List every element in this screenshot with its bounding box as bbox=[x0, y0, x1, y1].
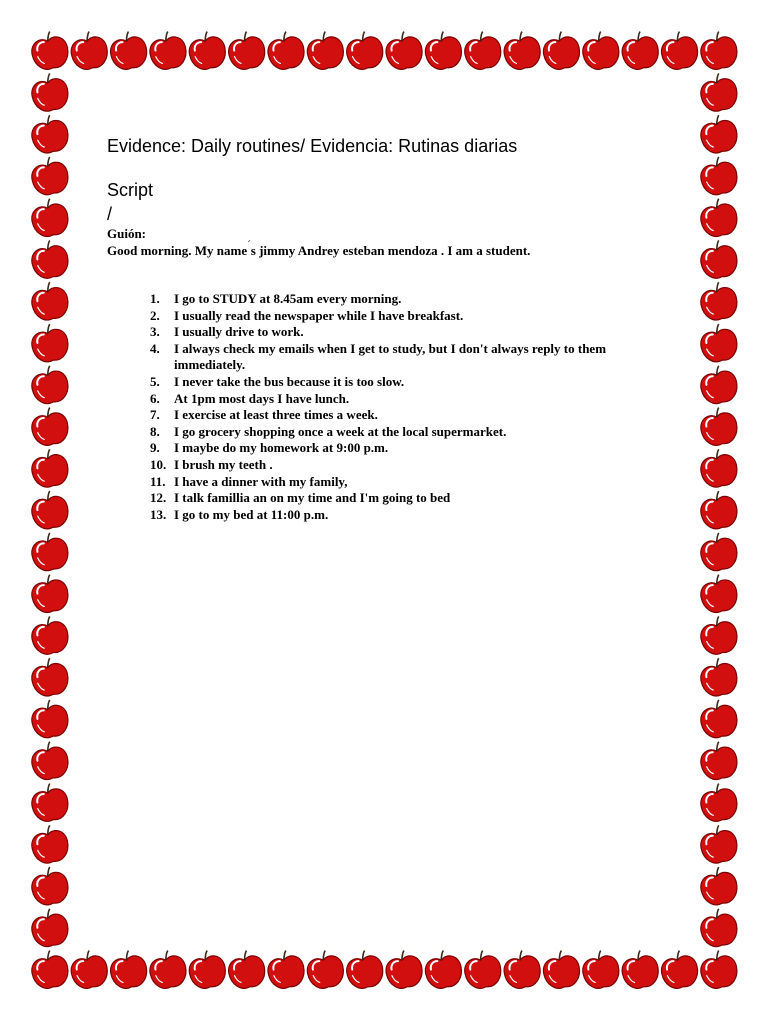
apple-icon bbox=[540, 948, 583, 991]
apple-icon bbox=[382, 29, 425, 72]
apple-icon bbox=[697, 697, 740, 740]
list-item bbox=[150, 440, 650, 457]
apple-icon bbox=[697, 321, 740, 364]
apple-icon bbox=[186, 29, 229, 72]
apple-icon bbox=[28, 154, 71, 197]
list-text: I have a dinner with my family, bbox=[174, 473, 348, 489]
list-number: 4. bbox=[150, 340, 160, 356]
greeting-part1: Good morning. My name bbox=[107, 243, 248, 258]
list-item bbox=[150, 424, 650, 441]
list-number: 5. bbox=[150, 373, 160, 389]
list-item bbox=[150, 407, 650, 424]
list-number: 6. bbox=[150, 390, 160, 406]
list-item bbox=[150, 308, 650, 325]
apple-icon bbox=[28, 781, 71, 824]
apple-icon bbox=[658, 29, 701, 72]
apple-icon bbox=[343, 29, 386, 72]
apple-icon bbox=[28, 196, 71, 239]
apple-icon bbox=[697, 822, 740, 865]
list-text: I go grocery shopping once a week at the local supermarket. bbox=[174, 423, 507, 439]
list-text: I go to my bed at 11:00 p.m. bbox=[174, 506, 329, 522]
list-text: I always check my emails when I get to study, but I don't always reply to them immediately. bbox=[174, 340, 607, 373]
apple-icon bbox=[697, 530, 740, 573]
apple-icon bbox=[28, 279, 71, 322]
apple-icon bbox=[382, 948, 425, 991]
list-number: 1. bbox=[150, 291, 160, 306]
apple-icon bbox=[422, 948, 465, 991]
apple-icon bbox=[28, 614, 71, 657]
apple-icon bbox=[579, 948, 622, 991]
apple-icon bbox=[28, 655, 71, 698]
greeting-text bbox=[107, 239, 531, 259]
apple-icon bbox=[28, 321, 71, 364]
list-text: I usually drive to work. bbox=[174, 324, 304, 340]
list-number: 13. bbox=[150, 506, 167, 522]
apple-icon bbox=[697, 405, 740, 448]
apple-icon bbox=[28, 739, 71, 782]
apple-icon bbox=[422, 29, 465, 72]
apple-icon bbox=[107, 29, 150, 72]
apple-icon bbox=[697, 572, 740, 615]
list-item bbox=[150, 341, 650, 374]
apple-icon bbox=[304, 948, 347, 991]
list-item bbox=[150, 457, 650, 474]
apple-icon bbox=[500, 29, 543, 72]
apple-icon bbox=[28, 112, 71, 155]
apple-icon bbox=[68, 948, 111, 991]
apple-icon bbox=[697, 154, 740, 197]
guion-label: Guión: bbox=[107, 226, 147, 241]
apple-icon bbox=[697, 948, 740, 991]
list-number: 12. bbox=[150, 490, 167, 506]
apple-icon bbox=[619, 948, 662, 991]
list-text: I usually read the newspaper while I have breakfast. bbox=[174, 307, 464, 323]
apple-icon bbox=[28, 238, 71, 281]
apple-icon bbox=[697, 864, 740, 907]
list-item bbox=[150, 507, 650, 524]
slash-text: / bbox=[107, 204, 113, 224]
list-number: 10. bbox=[150, 456, 167, 472]
greeting-part2: s jimmy Andrey esteban mendoza . I am a student. bbox=[250, 243, 531, 258]
apple-icon bbox=[461, 948, 504, 991]
apple-icon bbox=[28, 29, 71, 72]
apple-icon bbox=[304, 29, 347, 72]
apple-icon bbox=[225, 29, 268, 72]
apple-icon bbox=[343, 948, 386, 991]
apple-icon bbox=[697, 70, 740, 113]
apple-icon bbox=[28, 446, 71, 489]
apple-icon bbox=[68, 29, 111, 72]
apple-icon bbox=[28, 822, 71, 865]
apple-icon bbox=[697, 363, 740, 406]
apple-icon bbox=[500, 948, 543, 991]
apple-icon bbox=[28, 906, 71, 949]
list-item bbox=[150, 324, 650, 341]
apple-icon bbox=[264, 948, 307, 991]
list-item bbox=[150, 291, 650, 308]
page-title: Evidence: Daily routines/ Evidencia: Rutinas diarias bbox=[107, 136, 518, 156]
list-text: I go to STUDY at 8.45am every morning. bbox=[174, 291, 402, 306]
apple-icon bbox=[697, 614, 740, 657]
greeting-accent: ´ bbox=[247, 239, 251, 251]
apple-icon bbox=[264, 29, 307, 72]
apple-icon bbox=[146, 948, 189, 991]
apple-icon bbox=[28, 697, 71, 740]
apple-icon bbox=[697, 906, 740, 949]
apple-icon bbox=[28, 70, 71, 113]
list-number: 11. bbox=[150, 473, 166, 489]
apple-icon bbox=[697, 196, 740, 239]
apple-icon bbox=[540, 29, 583, 72]
apple-icon bbox=[28, 363, 71, 406]
apple-icon bbox=[28, 864, 71, 907]
list-number: 7. bbox=[150, 407, 160, 423]
list-number: 3. bbox=[150, 324, 160, 340]
list-text: I never take the bus because it is too slow. bbox=[174, 373, 405, 389]
script-label: Script bbox=[107, 180, 154, 200]
list-text: I talk famillia an on my time and I'm going to bed bbox=[174, 490, 451, 506]
list-text: I maybe do my homework at 9:00 p.m. bbox=[174, 440, 389, 456]
list-number: 9. bbox=[150, 440, 160, 456]
list-item bbox=[150, 474, 650, 491]
list-item bbox=[150, 391, 650, 408]
apple-icon bbox=[697, 238, 740, 281]
apple-icon bbox=[619, 29, 662, 72]
apple-icon bbox=[186, 948, 229, 991]
apple-icon bbox=[107, 948, 150, 991]
apple-icon bbox=[697, 112, 740, 155]
apple-icon bbox=[461, 29, 504, 72]
apple-icon bbox=[28, 405, 71, 448]
routine-list bbox=[150, 291, 650, 523]
apple-icon bbox=[146, 29, 189, 72]
apple-icon bbox=[697, 739, 740, 782]
apple-icon bbox=[697, 781, 740, 824]
list-text: At 1pm most days I have lunch. bbox=[174, 390, 350, 406]
apple-icon bbox=[28, 572, 71, 615]
list-text: I brush my teeth . bbox=[174, 456, 273, 472]
apple-icon bbox=[225, 948, 268, 991]
apple-icon bbox=[28, 488, 71, 531]
apple-icon bbox=[697, 488, 740, 531]
list-number: 8. bbox=[150, 423, 160, 439]
apple-icon bbox=[697, 29, 740, 72]
list-text: I exercise at least three times a week. bbox=[174, 407, 378, 423]
apple-icon bbox=[697, 279, 740, 322]
apple-icon bbox=[579, 29, 622, 72]
list-number: 2. bbox=[150, 307, 160, 323]
apple-icon bbox=[697, 446, 740, 489]
apple-icon bbox=[697, 655, 740, 698]
list-item bbox=[150, 490, 650, 507]
apple-icon bbox=[658, 948, 701, 991]
apple-icon bbox=[28, 948, 71, 991]
apple-icon bbox=[28, 530, 71, 573]
list-item bbox=[150, 374, 650, 391]
